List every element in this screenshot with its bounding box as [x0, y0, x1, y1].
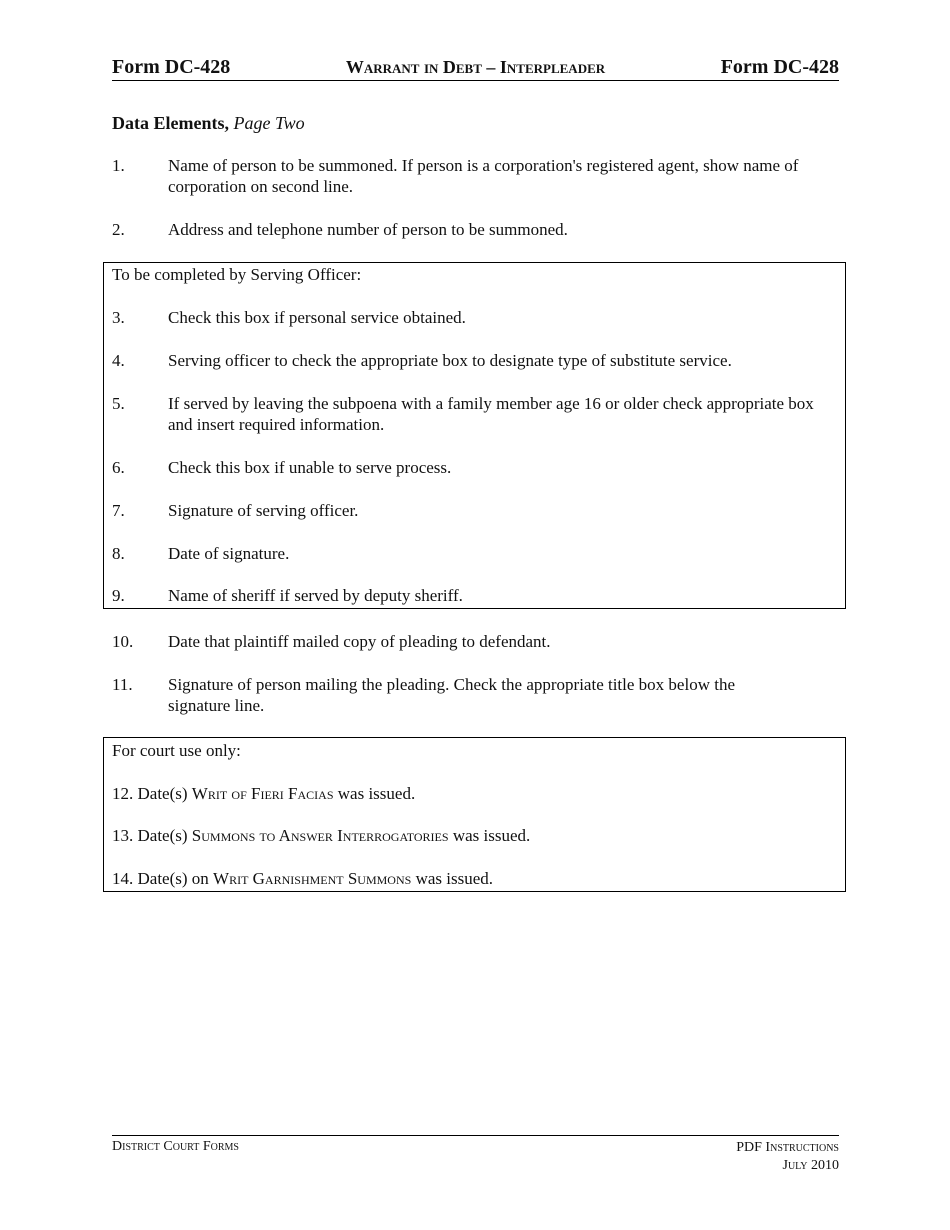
list-item: [112, 543, 839, 564]
list-item: [112, 631, 839, 652]
item-number: 7.: [112, 501, 125, 520]
item-text: Address and telephone number of person to be summoned.: [168, 220, 568, 239]
item-text: Signature of person mailing the pleading. Check the appropriate title box below the signature line.: [168, 675, 735, 715]
list-item: [112, 500, 839, 521]
list-item: [112, 307, 839, 328]
court-item-prefix: 12. Date(s): [112, 784, 192, 803]
item-text: If served by leaving the subpoena with a family member age 16 or older check appropriate box and insert required information.: [168, 394, 814, 434]
form-number-right: Form DC-428: [720, 56, 839, 78]
list-item: [112, 219, 839, 240]
list-item: [112, 457, 839, 478]
item-number: 5.: [112, 394, 125, 413]
court-item: [112, 825, 530, 846]
footer-right-line1: PDF Instructions: [736, 1140, 839, 1155]
item-text: Serving officer to check the appropriate box to designate type of substitute service.: [168, 351, 732, 370]
item-number: 3.: [112, 308, 125, 327]
page-header: [112, 56, 839, 81]
footer-left: District Court Forms: [112, 1139, 239, 1154]
item-text: Name of person to be summoned. If person is a corporation's registered agent, show name of corporation on second line.: [168, 156, 799, 196]
court-item: [112, 868, 493, 889]
item-number: 2.: [112, 220, 125, 239]
court-item-suffix: was issued.: [411, 869, 494, 888]
section-title-italic: Page Two: [233, 113, 305, 133]
court-item-suffix: was issued.: [448, 826, 531, 845]
list-item: [112, 674, 839, 716]
item-text: Check this box if personal service obtained.: [168, 308, 466, 327]
list-item: [112, 393, 839, 435]
footer-right: [736, 1139, 839, 1175]
page-footer: [112, 1135, 839, 1173]
item-number: 9.: [112, 586, 125, 605]
form-title-part2: Interpleader: [499, 57, 606, 77]
item-text: Date that plaintiff mailed copy of pleading to defendant.: [168, 632, 551, 651]
item-text: Name of sheriff if served by deputy sheriff.: [168, 586, 463, 605]
court-item-prefix: 13. Date(s): [112, 826, 192, 845]
court-use-heading: For court use only:: [112, 741, 241, 760]
list-item: [112, 155, 839, 197]
court-item-name: Writ of Fieri Facias: [191, 784, 334, 803]
item-number: 8.: [112, 544, 125, 563]
section-title: [112, 113, 305, 134]
item-number: 10.: [112, 632, 134, 651]
section-title-bold: Data Elements,: [112, 113, 229, 133]
court-item-suffix: was issued.: [333, 784, 416, 803]
item-text: Date of signature.: [168, 544, 290, 563]
item-number: 11.: [112, 675, 133, 694]
item-number: 4.: [112, 351, 125, 370]
footer-right-line2: July 2010: [782, 1158, 839, 1173]
item-text: Check this box if unable to serve process.: [168, 458, 452, 477]
court-item: [112, 783, 415, 804]
list-item: [112, 585, 839, 606]
serving-officer-heading: To be completed by Serving Officer:: [112, 265, 362, 284]
court-item-prefix: 14. Date(s) on: [112, 869, 214, 888]
list-item: [112, 350, 839, 371]
court-item-name: Writ Garnishment Summons: [213, 869, 412, 888]
court-item-name: Summons to Answer Interrogatories: [191, 826, 449, 845]
form-title-part1: Warrant in Debt: [345, 57, 482, 77]
item-number: 1.: [112, 156, 125, 175]
form-title-separator: –: [481, 57, 500, 77]
item-number: 6.: [112, 458, 125, 477]
item-text: Signature of serving officer.: [168, 501, 359, 520]
form-number-left: Form DC-428: [112, 56, 231, 78]
